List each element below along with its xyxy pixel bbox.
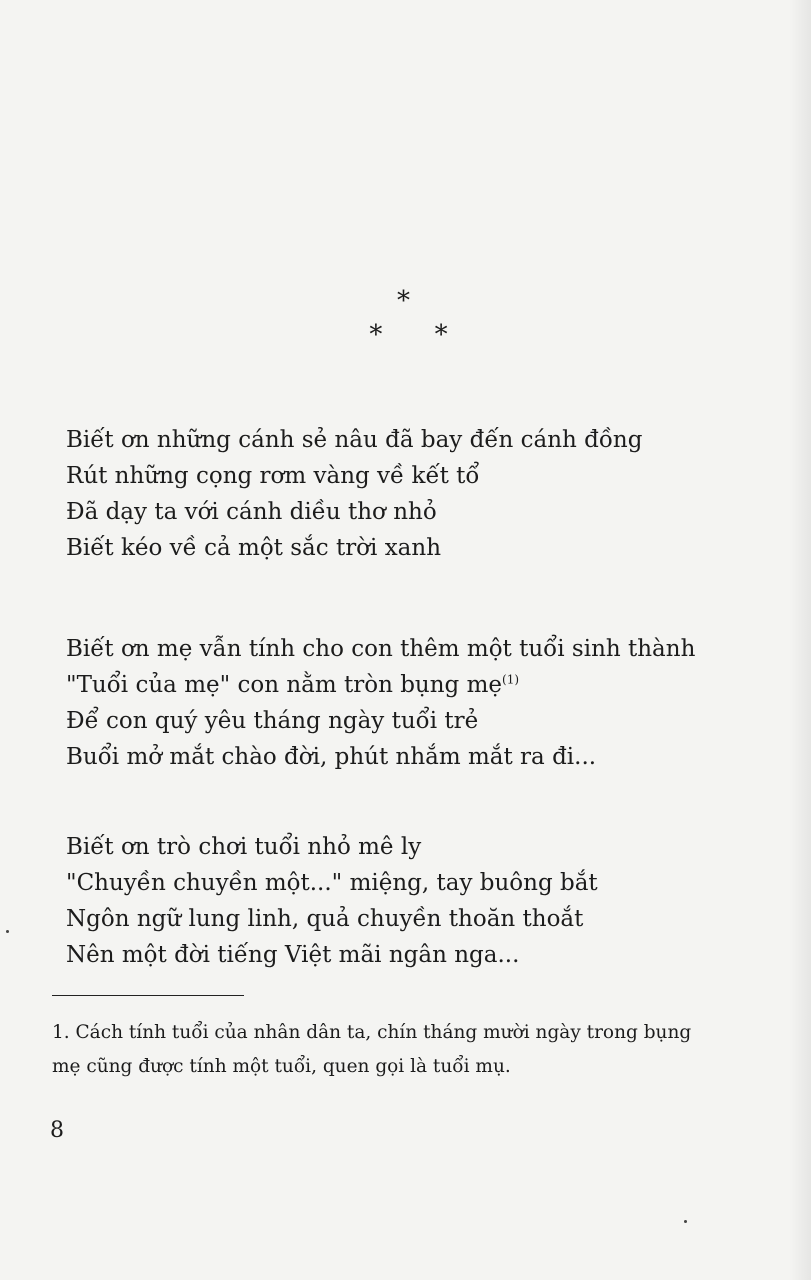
page-number: 8 <box>50 1118 64 1143</box>
scan-speck <box>6 930 9 933</box>
poem-line: "Chuyền chuyền một..." miệng, tay buông bắt <box>66 870 598 896</box>
poem-line-with-footnote <box>66 667 695 703</box>
footnote-marker: (1) <box>502 672 520 687</box>
poem-line: Để con quý yêu tháng ngày tuổi trẻ <box>66 708 479 734</box>
poem-line: Biết ơn những cánh sẻ nâu đã bay đến cánh đồng <box>66 427 643 453</box>
poem-stanza-1 <box>66 422 642 566</box>
footnote-divider <box>52 995 244 996</box>
poem-stanza-2 <box>66 631 695 775</box>
page-edge-shadow <box>789 0 811 1280</box>
poem-line: Rút những cọng rơm vàng về kết tổ <box>66 463 480 489</box>
poem-stanza-3 <box>66 829 598 973</box>
scan-speck <box>684 1220 687 1223</box>
poem-line: Biết ơn mẹ vẫn tính cho con thêm một tuổi sinh thành <box>66 636 696 662</box>
footnote-text: 1. Cách tính tuổi của nhân dân ta, chín tháng mười ngày trong bụng mẹ cũng được tính một tuổi, quen gọi là tuổi mụ. <box>52 1022 692 1077</box>
poem-line: Buổi mở mắt chào đời, phút nhắm mắt ra đi... <box>66 744 597 770</box>
separator-stars-bottom: * * <box>369 320 470 350</box>
poem-line: Biết kéo về cả một sắc trời xanh <box>66 535 442 561</box>
poem-line: Ngôn ngữ lung linh, quả chuyền thoăn thoắt <box>66 906 584 932</box>
poem-line: Đã dạy ta với cánh diều thơ nhỏ <box>66 499 437 525</box>
separator-star-top: * <box>397 286 410 316</box>
poem-line: Nên một đời tiếng Việt mãi ngân nga... <box>66 942 520 968</box>
poem-line: Biết ơn trò chơi tuổi nhỏ mê ly <box>66 834 422 860</box>
poem-line-text: "Tuổi của mẹ" con nằm tròn bụng mẹ <box>66 672 503 698</box>
